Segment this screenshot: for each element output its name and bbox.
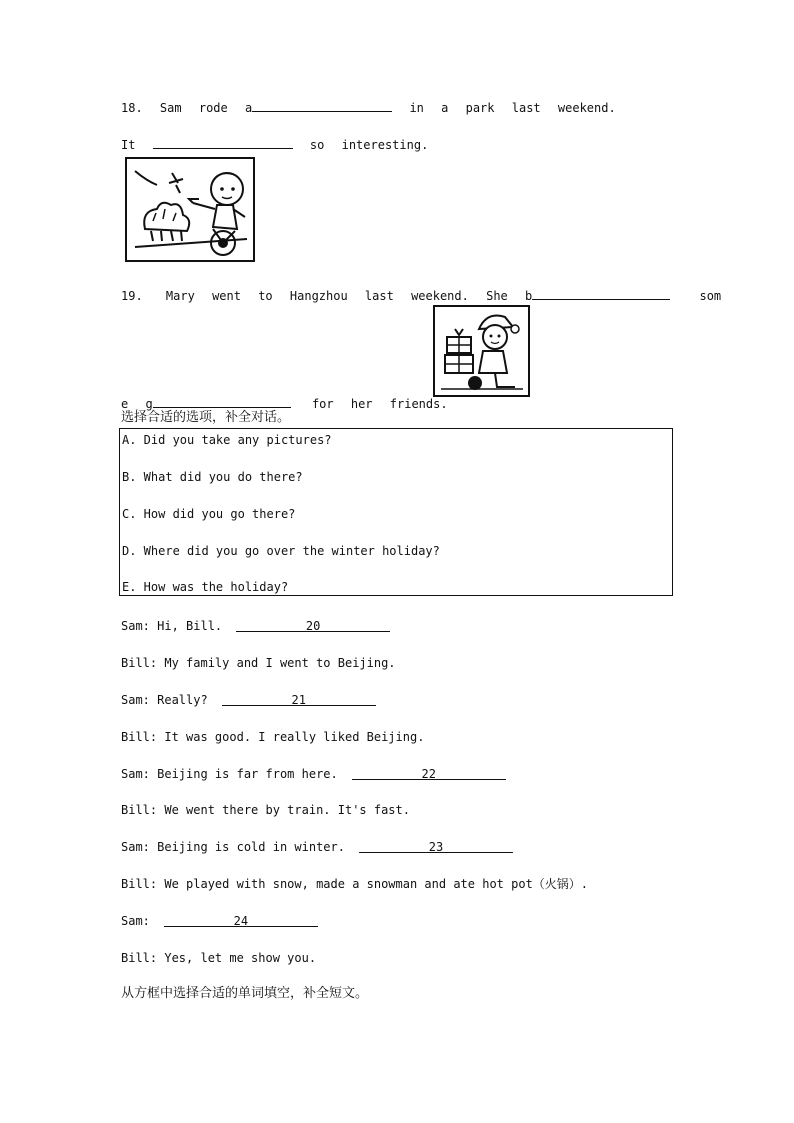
- q19-word: She: [486, 289, 508, 303]
- q19-word: last: [364, 289, 394, 303]
- q19-line-1: [121, 286, 721, 304]
- q18-word: park: [465, 101, 495, 115]
- q19-word: weekend.: [411, 289, 469, 303]
- q18-word: Sam: [159, 101, 182, 115]
- dialogue-text: Sam: Hi, Bill.: [121, 619, 223, 633]
- dialogue-line: [121, 876, 588, 892]
- option-c: C. How did you go there?: [122, 507, 296, 521]
- q19-word: 19.: [121, 289, 143, 303]
- q19-word: Hangzhou: [289, 289, 348, 303]
- section-instruction-choose-options: 选择合适的选项，补全对话。: [121, 410, 291, 425]
- q19-word: b: [525, 289, 533, 303]
- dialogue-text: Sam:: [121, 914, 150, 928]
- section-instruction-fill-words: 从方框中选择合适的单词填空，补全短文。: [121, 986, 369, 1001]
- answer-blank-20[interactable]: 20: [236, 618, 390, 632]
- q19-word: her: [350, 397, 373, 411]
- dialogue-line: [121, 913, 328, 929]
- option-e: E. How was the holiday?: [122, 580, 289, 594]
- q18-word: weekend.: [557, 101, 616, 115]
- dialogue-text: Sam: Beijing is cold in winter.: [121, 840, 345, 854]
- option-a: A. Did you take any pictures?: [122, 433, 332, 447]
- q19-word: friends.: [389, 397, 448, 411]
- q18-word: interesting.: [341, 138, 429, 152]
- q19-blank-1[interactable]: [532, 286, 670, 300]
- q18-line-2: [121, 135, 438, 153]
- dialogue-text: Bill: We played with snow, made a snowman and ate hot pot（火锅）.: [121, 877, 589, 891]
- dialogue-line: [121, 802, 410, 818]
- q19-word: e: [121, 397, 129, 411]
- dialogue-line: [121, 692, 386, 708]
- option-b: B. What did you do there?: [122, 470, 303, 484]
- dialogue-text: Sam: Really?: [121, 693, 208, 707]
- answer-blank-22[interactable]: 22: [352, 766, 506, 780]
- answer-blank-23[interactable]: 23: [359, 839, 513, 853]
- girl-buying-gifts-picture: [433, 305, 530, 397]
- dialogue-text: Bill: Yes, let me show you.: [121, 951, 317, 965]
- q18-word: rode: [198, 101, 228, 115]
- q19-word: Mary: [165, 289, 195, 303]
- q19-word: to: [258, 289, 273, 303]
- boy-riding-bike-picture: [125, 157, 255, 262]
- dialogue-line: [121, 618, 400, 634]
- answer-blank-21[interactable]: 21: [222, 692, 376, 706]
- dialogue-text: Bill: My family and I went to Beijing.: [121, 656, 396, 670]
- q19-word: for: [311, 397, 334, 411]
- dialogue-line: [121, 655, 396, 671]
- q18-word: a: [244, 101, 253, 115]
- q18-blank-2[interactable]: [153, 135, 293, 149]
- q18-word: 18.: [121, 101, 143, 115]
- q18-line-1: [121, 98, 626, 116]
- q19-word: g: [145, 397, 153, 411]
- q18-word: a: [441, 101, 449, 115]
- q19-word: went: [212, 289, 241, 303]
- options-box: [119, 428, 673, 596]
- q18-blank-1[interactable]: [252, 98, 392, 112]
- dialogue-text: Bill: We went there by train. It's fast.: [121, 803, 410, 817]
- q18-word: in: [409, 101, 424, 115]
- q18-word: It: [121, 138, 136, 152]
- answer-blank-24[interactable]: 24: [164, 913, 318, 927]
- option-d: D. Where did you go over the winter holiday?: [122, 544, 440, 558]
- dialogue-line: [121, 766, 516, 782]
- q19-blank-2[interactable]: [153, 394, 291, 408]
- dialogue-line: [121, 729, 424, 745]
- q18-word: so: [309, 138, 325, 152]
- q19-word: som: [699, 289, 722, 303]
- dialogue-text: Bill: It was good. I really liked Beijing.: [121, 730, 425, 744]
- q18-word: last: [511, 101, 541, 115]
- dialogue-line: [121, 950, 316, 966]
- dialogue-text: Sam: Beijing is far from here.: [121, 767, 338, 781]
- dialogue-line: [121, 839, 523, 855]
